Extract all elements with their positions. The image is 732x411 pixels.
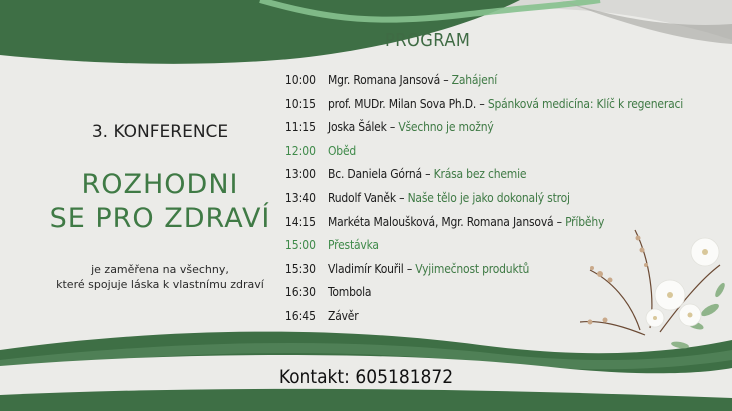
schedule-row — [272, 94, 732, 118]
schedule-item — [328, 117, 494, 137]
schedule-item — [328, 188, 570, 208]
schedule-speaker: Rudolf Vaněk – — [328, 190, 408, 205]
slogan-line-2: SE PRO ZDRAVÍ — [49, 203, 271, 234]
slogan — [40, 168, 280, 236]
schedule-item — [328, 259, 529, 279]
schedule-time: 14:15 — [284, 214, 316, 229]
schedule-speaker: Markéta Maloušková, Mgr. Romana Jansová – — [328, 214, 566, 229]
contact-info: Kontakt: 605181872 — [278, 366, 454, 388]
schedule-row — [272, 70, 732, 94]
program-title: PROGRAM — [385, 30, 471, 51]
schedule-topic: Všechno je možný — [398, 120, 494, 135]
schedule-topic: Krása bez chemie — [433, 167, 527, 182]
schedule-speaker: Závěr — [328, 308, 359, 323]
schedule-item — [328, 235, 379, 255]
schedule-speaker: Vladimír Kouřil – — [328, 261, 416, 276]
schedule-time: 12:00 — [284, 143, 316, 158]
schedule-speaker: Přestávka — [328, 238, 379, 253]
schedule-topic: Příběhy — [565, 214, 605, 229]
conference-label: 3. KONFERENCE — [91, 122, 229, 142]
schedule-time: 15:30 — [284, 261, 316, 276]
schedule-speaker: Tombola — [328, 285, 372, 300]
schedule-item — [328, 282, 371, 302]
schedule-time: 16:45 — [284, 308, 316, 323]
schedule-time: 11:15 — [284, 120, 316, 135]
schedule-speaker: Bc. Daniela Górná – — [328, 167, 434, 182]
schedule-time: 13:00 — [284, 167, 316, 182]
schedule-topic: Vyjimečnost produktů — [415, 261, 530, 276]
schedule-row — [272, 188, 732, 212]
schedule-topic: Zahájení — [451, 73, 498, 87]
schedule-time: 15:00 — [284, 238, 316, 253]
schedule-row — [272, 117, 732, 141]
description-line-1: je zaměřena na všechny, — [91, 263, 229, 276]
schedule-item — [328, 212, 604, 232]
schedule-topic: Naše tělo je jako dokonalý stroj — [407, 190, 570, 205]
schedule-time: 16:30 — [284, 285, 316, 300]
schedule-item — [328, 306, 358, 326]
schedule-speaker: prof. MUDr. Milan Sova Ph.D. – — [328, 96, 488, 111]
schedule-speaker: Mgr. Romana Jansová – — [328, 73, 452, 87]
schedule-time: 10:00 — [284, 73, 316, 87]
schedule-item — [328, 94, 683, 114]
schedule-item — [328, 164, 526, 184]
schedule-item — [328, 141, 356, 161]
schedule-row — [272, 141, 732, 165]
schedule-row — [272, 164, 732, 188]
schedule-time: 10:15 — [284, 96, 316, 111]
flower-decoration-icon — [580, 210, 732, 360]
schedule-time: 13:40 — [284, 190, 316, 205]
schedule-topic: Spánková medicína: Klíč k regeneraci — [487, 96, 684, 111]
description-line-2: které spojuje láska k vlastnímu zdraví — [56, 278, 264, 291]
slogan-line-1: ROZHODNI — [81, 169, 239, 200]
schedule-item — [328, 70, 497, 90]
description — [40, 262, 280, 292]
schedule-speaker: Joska Šálek – — [328, 120, 399, 135]
schedule-speaker: Oběd — [328, 143, 357, 158]
